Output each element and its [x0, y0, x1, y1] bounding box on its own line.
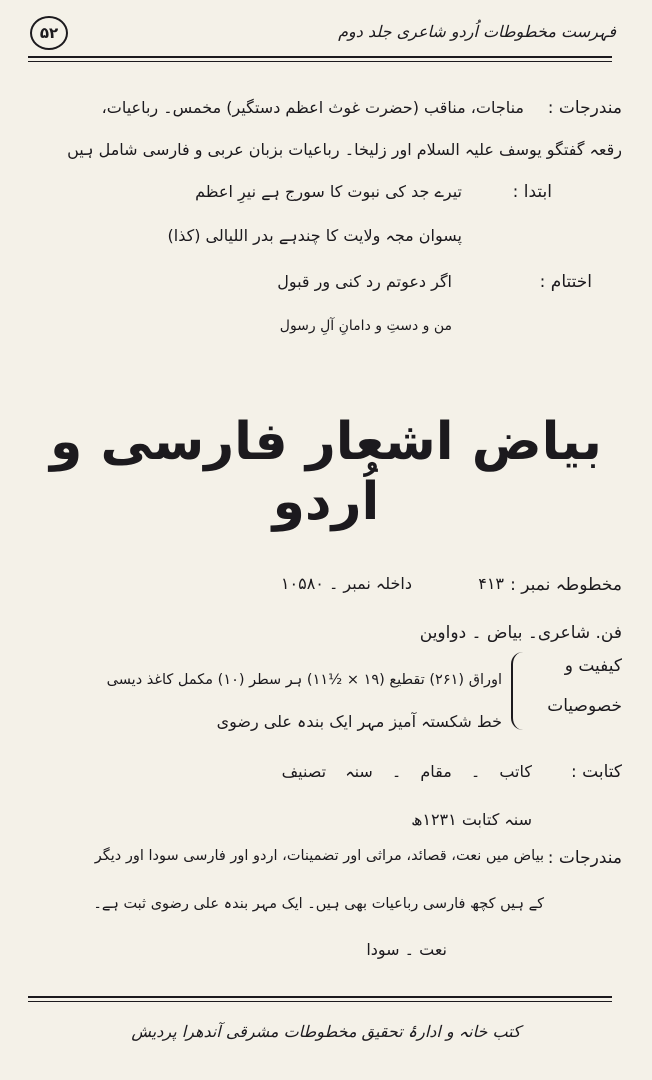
scribe-details: کاتب ۔ مقام ۔ سنہ تصنیف [281, 762, 532, 781]
contents-line: مناجات، مناقب (حضرت غوث اعظم دستگیر) مخمس۔ رباعیات، [101, 98, 524, 117]
ending-verse: اگر دعوتم رد کنی ور قبول [277, 272, 452, 291]
quality-label: کیفیت و [564, 656, 622, 676]
beginning-verse: تیرے جد کی نبوت کا سورج ہے نیرِ اعظم [195, 182, 462, 201]
scribe-label: کتابت : [571, 762, 622, 782]
ending-label: اختتام : [539, 272, 592, 292]
contents-label: مندرجات : [547, 98, 622, 118]
contents-line: کے ہیں کچھ فارسی رباعیات بھی ہیں۔ ایک مہر بندہ علی رضوی ثبت ہے۔ [93, 896, 544, 912]
quality-details: خط شکستہ آمیز مہر ایک بندہ علی رضوی [216, 712, 502, 731]
footer-institution: کتب خانہ و ادارۂ تحقیق مخطوطات مشرقی آندھرا پردیش [131, 1022, 521, 1041]
header-rule [28, 56, 612, 58]
contents-line: رقعہ گفتگو یوسف علیہ السلام اور زلیخا۔ رباعیات بزبان عربی و فارسی شامل ہیں [67, 140, 622, 159]
contents-line: بیاض میں نعت، قصائد، مراثی اور تضمینات، اردو اور فارسی سودا اور دیگر [94, 848, 544, 864]
copying-year: سنہ کتابت ۱۲۳۱ھ [411, 810, 532, 829]
contents-label: مندرجات : [547, 848, 622, 868]
accession-number: داخلہ نمبر ۔ ۱۰۵۸۰ [280, 574, 412, 593]
beginning-verse: پسوان مجہ ولایت کا چندہے بدر اللیالی (کذا) [167, 226, 462, 245]
footer-rule-thin [28, 1001, 612, 1002]
brace-bracket [511, 652, 525, 730]
manuscript-title: بیاض اشعار فارسی و اُردو [50, 412, 602, 532]
ending-verse: من و دستِ و دامانِ آلِ رسول [279, 318, 452, 334]
subject-line: فن. شاعری۔ بیاض ۔ دواوین [419, 623, 622, 643]
beginning-label: ابتدا : [512, 182, 552, 202]
ms-number: ۴۱۳ [478, 574, 504, 593]
quality-details: اوراق (۲۶۱) تقطیع (۱۹ × ½۱۱) ہر سطر (۱۰) مکمل کاغذ دیسی [106, 672, 502, 688]
header-rule-thin [28, 61, 612, 62]
ms-number-label: مخطوطہ نمبر : [510, 575, 622, 595]
running-title: فہرست مخطوطات اُردو شاعری جلد دوم [338, 22, 616, 41]
quality-label: خصوصیات [547, 696, 622, 716]
footer-rule [28, 996, 612, 998]
contents-line: نعت ۔ سودا [366, 940, 447, 959]
page-number: ۵۲ [30, 16, 68, 50]
